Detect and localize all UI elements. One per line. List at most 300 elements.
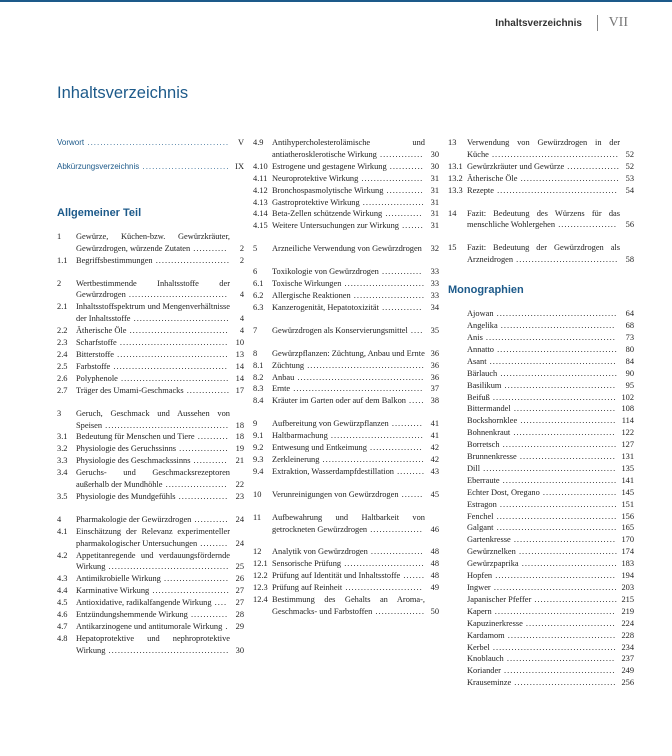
entry-title	[253, 582, 439, 594]
entry-page: 224	[621, 618, 634, 628]
entry-page: 37	[430, 384, 439, 394]
entry-page: IX	[235, 161, 244, 171]
entry-title-text: Gewürzpaprika	[467, 559, 519, 569]
dot-leader: .......................................	[493, 511, 618, 521]
entry-page: 36	[430, 348, 439, 358]
toc-entry[interactable]	[253, 325, 439, 337]
front-matter-entry[interactable]	[57, 161, 244, 173]
dot-leader: ......................................	[496, 499, 618, 509]
entry-title-text: Kräuter im Garten oder auf dem Balkon	[272, 396, 406, 406]
entry-title-text: Kapern	[467, 606, 492, 616]
entry-page: 48	[430, 559, 439, 569]
dot-leader: .................................	[319, 454, 425, 464]
entry-title	[448, 173, 634, 185]
entry-title	[448, 242, 634, 266]
entry-number: 3.1	[57, 432, 68, 442]
entry-page: 31	[430, 185, 439, 195]
dot-leader: .......	[398, 221, 424, 231]
entry-number: 4.12	[253, 185, 268, 195]
toc-entry[interactable]	[57, 301, 244, 325]
toc-list-col3	[448, 137, 634, 266]
dot-leader: ..........................................	[290, 384, 424, 394]
dot-leader: .................................	[510, 428, 616, 438]
entry-title	[253, 185, 439, 197]
toc-entry[interactable]	[57, 621, 244, 633]
dot-leader: ....	[211, 598, 228, 608]
entry-title	[448, 618, 634, 630]
entry-title	[253, 430, 439, 442]
entry-title	[57, 301, 244, 325]
entry-title	[57, 255, 244, 267]
entry-title-text: Fazit: Bedeutung des Würzens für das menschliche Wohlergehen	[467, 208, 620, 230]
toc-entry[interactable]	[253, 454, 439, 466]
entry-number: 2.1	[57, 302, 68, 312]
entry-title	[253, 395, 439, 407]
entry-page: 32	[430, 244, 439, 254]
dot-leader: .................................	[513, 255, 619, 265]
toc-entry[interactable]	[253, 466, 439, 478]
entry-number: 9.1	[253, 431, 264, 441]
toc-entry[interactable]	[253, 278, 439, 290]
entry-number: 10	[253, 489, 262, 499]
entry-page: 35	[430, 325, 439, 335]
dot-leader: ...............................	[518, 559, 618, 569]
dot-leader: ...........................................	[480, 463, 617, 473]
entry-gap	[448, 231, 634, 242]
entry-number: 14	[448, 208, 457, 218]
entry-number: 11	[253, 512, 262, 522]
toc-entry[interactable]	[253, 383, 439, 395]
toc-entry[interactable]	[253, 208, 439, 220]
entry-page: 14	[235, 373, 244, 383]
dot-leader: .................................	[510, 535, 616, 545]
entry-number: 6.3	[253, 302, 264, 312]
entry-title-text: Galgant	[467, 523, 494, 533]
dot-leader: ......................................	[497, 368, 618, 378]
entry-gap	[253, 255, 439, 266]
toc-entry[interactable]	[253, 489, 439, 501]
dot-leader: .....................................	[110, 361, 228, 371]
entry-number: 4.1	[57, 526, 68, 536]
monograph-entry[interactable]	[448, 344, 634, 356]
entry-title-text: Fazit: Bedeutung der Gewürzdrogen als Arzneidrogen	[467, 243, 620, 265]
entry-title-text: Antihypercholesterolämische und antiatherosklerotische Wirkung	[272, 138, 425, 159]
entry-page: 4	[239, 326, 244, 336]
entry-page: 42	[430, 454, 439, 464]
entry-title	[448, 332, 634, 344]
toc-entry[interactable]	[57, 443, 244, 455]
toc-entry[interactable]	[57, 455, 244, 467]
entry-number: 13	[448, 138, 457, 147]
monograph-entry[interactable]	[448, 630, 634, 642]
dot-leader: .................	[367, 524, 423, 534]
monograph-entry[interactable]	[448, 665, 634, 677]
toc-entry[interactable]	[57, 585, 244, 597]
toc-entry[interactable]	[448, 173, 634, 185]
toc-entry[interactable]	[253, 302, 439, 314]
entry-page: 36	[430, 360, 439, 370]
dot-leader: ..........	[388, 419, 423, 429]
entry-page: 228	[621, 630, 634, 640]
entry-number: 8.2	[253, 372, 264, 382]
front-matter-list	[57, 137, 244, 173]
dot-leader: .........................	[149, 586, 230, 596]
entry-number: 3.5	[57, 491, 68, 501]
entry-page: 33	[430, 290, 439, 300]
monograph-entry[interactable]	[448, 380, 634, 392]
entry-title-text: Abkürzungsverzeichnis	[57, 161, 140, 171]
toc-entry[interactable]	[57, 349, 244, 361]
entry-page: 31	[430, 221, 439, 231]
entry-page: 194	[621, 571, 634, 581]
toc-entry[interactable]	[57, 573, 244, 585]
entry-title-text: Gewürznelken	[467, 547, 516, 557]
entry-title	[448, 161, 634, 173]
toc-entry[interactable]	[253, 266, 439, 278]
toc-entry[interactable]	[57, 597, 244, 609]
toc-entry[interactable]	[57, 361, 244, 373]
dot-leader: ........................	[152, 255, 230, 265]
entry-page: 30	[430, 161, 439, 171]
entry-page: 29	[235, 622, 244, 631]
toc-entry[interactable]	[253, 442, 439, 454]
toc-entry[interactable]	[448, 161, 634, 173]
entry-title-text: Verunreinigungen von Gewürzdrogen	[272, 489, 399, 499]
toc-entry[interactable]	[57, 385, 244, 397]
toc-entry[interactable]	[57, 278, 244, 302]
entry-number: 2.7	[57, 385, 68, 395]
entry-title-text: Rezepte	[467, 185, 494, 195]
toc-entry[interactable]	[57, 609, 244, 621]
entry-number: 12.1	[253, 559, 268, 569]
monograph-entry[interactable]	[448, 415, 634, 427]
entry-title	[57, 633, 244, 657]
dot-leader: .................	[366, 443, 423, 453]
entry-title	[57, 161, 244, 173]
dot-leader: ....................................	[501, 380, 616, 390]
entry-page: V	[237, 138, 244, 147]
entry-title-text: Bärlauch	[467, 368, 498, 378]
entry-page: 43	[430, 466, 439, 476]
entry-page: 17	[235, 385, 244, 395]
toc-entry[interactable]	[57, 408, 244, 432]
toc-entry[interactable]	[253, 197, 439, 209]
entry-page: 141	[621, 475, 634, 485]
entry-number: 4.6	[57, 610, 68, 620]
section-heading-monographien: Monographien	[448, 284, 524, 297]
toc-entry[interactable]	[57, 514, 244, 526]
entry-number: 6	[253, 267, 258, 277]
dot-leader: ................	[176, 444, 229, 454]
toc-entry[interactable]	[253, 243, 439, 255]
entry-number: 2.5	[57, 361, 68, 371]
entry-title-text: Physiologie des Mundgefühls	[76, 491, 176, 501]
dot-leader: ................................	[126, 326, 229, 336]
entry-title	[57, 385, 244, 397]
toc-entry[interactable]	[253, 372, 439, 384]
entry-page: 68	[625, 321, 634, 331]
toc-entry[interactable]	[253, 137, 439, 161]
monograph-entry[interactable]	[448, 511, 634, 523]
entry-page: 170	[621, 535, 634, 545]
entry-title-text: Geruch, Geschmack und Aussehen von Speisen	[76, 408, 230, 430]
dot-leader: .............	[378, 302, 423, 312]
toc-entry[interactable]	[448, 185, 634, 197]
toc-entry[interactable]	[57, 255, 244, 267]
monograph-entry[interactable]	[448, 451, 634, 463]
toc-column-3	[448, 137, 634, 689]
dot-leader: ....................................	[500, 666, 616, 676]
entry-title-text: Kapuzinerkresse	[467, 618, 523, 628]
entry-page: 18	[235, 420, 244, 430]
entry-title-text: Annatto	[467, 344, 494, 354]
toc-column-2	[253, 137, 439, 618]
entry-number: 3.4	[57, 468, 68, 478]
entry-title	[253, 466, 439, 478]
entry-title	[253, 372, 439, 384]
entry-title-text: Knoblauch	[467, 654, 504, 664]
monograph-entry[interactable]	[448, 439, 634, 451]
entry-title-text: Estragon	[467, 499, 497, 509]
entry-page: 4	[239, 290, 244, 300]
monograph-entry[interactable]	[448, 582, 634, 594]
entry-number: 9	[253, 419, 258, 429]
dot-leader: ..............	[183, 385, 231, 395]
dot-leader: .......................................	[492, 571, 616, 581]
dot-leader: ............	[382, 209, 423, 219]
entry-number: 9.3	[253, 454, 264, 464]
entry-title-text: Bestimmung des Gehalts an Aroma-, Geschmacks- und Farbstoffen	[272, 595, 425, 616]
dot-leader: ................	[372, 607, 425, 616]
entry-page: 151	[621, 499, 634, 509]
dot-leader: .............................	[522, 618, 616, 628]
dot-leader: ...................................	[504, 630, 617, 640]
entry-number: 8.3	[253, 384, 264, 394]
dot-leader: .........	[393, 466, 425, 476]
toc-entry[interactable]	[57, 231, 244, 255]
dot-leader: ........................................	[489, 392, 617, 402]
entry-gap	[448, 197, 634, 208]
toc-entry[interactable]	[57, 431, 244, 443]
toc-entry[interactable]	[448, 242, 634, 266]
toc-entry[interactable]	[448, 137, 634, 161]
entry-page: 41	[430, 419, 439, 429]
toc-list-col2	[253, 137, 439, 618]
entry-page: 102	[621, 392, 634, 402]
entry-title	[253, 570, 439, 582]
entry-number: 3.2	[57, 444, 68, 454]
toc-entry[interactable]	[253, 395, 439, 407]
monograph-entry[interactable]	[448, 487, 634, 499]
entry-title	[253, 325, 439, 337]
entry-title-text: Gewürzpflanzen: Züchtung, Anbau und Ernte	[272, 348, 425, 358]
entry-title-text: Ajowan	[467, 309, 494, 319]
dot-leader: ..............	[376, 149, 424, 159]
entry-title	[57, 491, 244, 503]
entry-number: 7	[253, 325, 258, 335]
toc-entry[interactable]	[57, 373, 244, 385]
dot-leader: .....................	[160, 574, 229, 584]
toc-entry[interactable]	[57, 491, 244, 503]
dot-leader: .........................................	[486, 356, 617, 366]
monograph-entry[interactable]	[448, 332, 634, 344]
entry-title	[253, 558, 439, 570]
toc-entry[interactable]	[253, 570, 439, 582]
monograph-entry[interactable]	[448, 606, 634, 618]
monograph-entry[interactable]	[448, 368, 634, 380]
monograph-entry[interactable]	[448, 618, 634, 630]
entry-number: 6.2	[253, 290, 264, 300]
monograph-entry[interactable]	[448, 546, 634, 558]
monograph-entry[interactable]	[448, 320, 634, 332]
entry-title	[448, 677, 634, 689]
monograph-entry[interactable]	[448, 653, 634, 665]
entry-title-text: Fenchel	[467, 511, 494, 521]
entry-title	[253, 454, 439, 466]
monograph-entry[interactable]	[448, 594, 634, 606]
entry-title-text: Gastroprotektive Wirkung	[272, 197, 360, 207]
front-matter-entry[interactable]	[57, 137, 244, 149]
dot-leader: .......................	[350, 290, 425, 300]
entry-number: 8.1	[253, 360, 264, 370]
entry-number: 4	[57, 514, 62, 524]
entry-number: 2.3	[57, 338, 68, 348]
entry-title	[448, 392, 634, 404]
toc-entry[interactable]	[253, 558, 439, 570]
monograph-entry[interactable]	[448, 570, 634, 582]
entry-page: 13	[235, 349, 244, 359]
entry-title-text: Ernte	[272, 384, 291, 394]
toc-entry[interactable]	[253, 360, 439, 372]
monograph-entry[interactable]	[448, 499, 634, 511]
entry-title	[253, 489, 439, 501]
toc-entry[interactable]	[253, 512, 439, 536]
monograph-entry[interactable]	[448, 558, 634, 570]
dot-leader: .............	[378, 267, 423, 277]
entry-title	[57, 349, 244, 361]
entry-title	[253, 546, 439, 558]
dot-leader: .....................................	[499, 440, 618, 450]
entry-page: 10	[235, 338, 244, 348]
toc-entry[interactable]	[253, 546, 439, 558]
entry-title	[448, 475, 634, 487]
entry-page: 249	[621, 666, 634, 676]
entry-page: 25	[235, 562, 244, 572]
monograph-entry[interactable]	[448, 534, 634, 546]
toc-entry[interactable]	[253, 594, 439, 618]
dot-leader: ...............................	[130, 314, 230, 324]
dot-leader: ...........	[386, 161, 424, 171]
toc-entry[interactable]	[253, 348, 439, 360]
entry-title-text: Bedeutung für Menschen und Tiere	[76, 432, 195, 442]
entry-title	[448, 487, 634, 499]
entry-page: 27	[235, 598, 244, 608]
toc-entry[interactable]	[253, 430, 439, 442]
entry-title-text: Bittermandel	[467, 404, 511, 414]
entry-page: 42	[430, 443, 439, 453]
entry-title	[57, 443, 244, 455]
entry-title-text: Japanischer Pfeffer	[467, 594, 532, 604]
entry-title	[57, 278, 244, 302]
monograph-entry[interactable]	[448, 427, 634, 439]
entry-title-text: Entzündungshemmende Wirkung	[76, 610, 188, 620]
entry-title-text: Eberraute	[467, 475, 500, 485]
entry-number: 4.14	[253, 209, 268, 219]
entry-title	[448, 368, 634, 380]
toc-entry[interactable]	[253, 220, 439, 232]
toc-entry[interactable]	[253, 185, 439, 197]
dot-leader: ......................................	[304, 360, 425, 370]
toc-entry[interactable]	[253, 161, 439, 173]
entry-gap	[57, 267, 244, 278]
entry-title	[448, 511, 634, 523]
dot-leader: .......	[400, 571, 425, 581]
page-title: Inhaltsverzeichnis	[57, 84, 189, 102]
entry-title-text: Beta-Zellen schützende Wirkung	[272, 209, 383, 219]
dot-leader: .........................	[342, 583, 423, 593]
entry-number: 4.11	[253, 173, 268, 183]
entry-title-text: Bronchospasmolytische Wirkung	[272, 185, 384, 195]
toc-column-1	[57, 137, 244, 657]
dot-leader: ...................................	[503, 654, 616, 664]
dot-leader: ....................................	[114, 349, 229, 359]
entry-page: 131	[621, 452, 634, 462]
toc-entry[interactable]	[57, 633, 244, 657]
toc-entry[interactable]	[253, 418, 439, 430]
toc-entry[interactable]	[253, 582, 439, 594]
entry-number: 2.6	[57, 373, 68, 383]
entry-title-text: Polyphenole	[76, 373, 118, 383]
monograph-entry[interactable]	[448, 403, 634, 415]
dot-leader: .......................................	[493, 344, 618, 354]
toc-entry[interactable]	[57, 325, 244, 337]
monograph-entry[interactable]	[448, 392, 634, 404]
entry-title-text: Wertbestimmende Inhaltsstoffe der Gewürzdrogen	[76, 278, 230, 300]
entry-title-text: Koriander	[467, 666, 501, 676]
entry-number: 6.1	[253, 279, 264, 289]
entry-page: 234	[621, 642, 634, 652]
entry-page: 2	[239, 255, 244, 265]
monograph-entry[interactable]	[448, 463, 634, 475]
toc-entry[interactable]	[448, 208, 634, 232]
toc-entry[interactable]	[57, 337, 244, 349]
monograph-entry[interactable]	[448, 642, 634, 654]
dot-leader: .......	[398, 489, 424, 499]
monograph-entry[interactable]	[448, 356, 634, 368]
monograph-entry[interactable]	[448, 522, 634, 534]
monograph-entry[interactable]	[448, 475, 634, 487]
entry-gap	[253, 501, 439, 512]
entry-title	[448, 630, 634, 642]
entry-title-text: Prüfung auf Identität und Inhaltsstoffe	[272, 571, 401, 581]
toc-entry[interactable]	[57, 550, 244, 574]
toc-entry[interactable]	[57, 526, 244, 550]
toc-entry[interactable]	[253, 173, 439, 185]
toc-entry[interactable]	[253, 290, 439, 302]
dot-leader: .......................................	[105, 645, 230, 655]
entry-gap	[57, 503, 244, 514]
entry-title	[253, 266, 439, 278]
entry-title	[57, 455, 244, 467]
dot-leader: ..........................	[341, 279, 425, 289]
entry-page: 38	[430, 396, 439, 406]
toc-entry[interactable]	[57, 467, 244, 491]
entry-title	[57, 325, 244, 337]
entry-title-text: Pharmakologie der Gewürzdrogen	[76, 514, 192, 524]
monograph-entry[interactable]	[448, 308, 634, 320]
dot-leader: ............	[383, 185, 424, 195]
monograph-entry[interactable]	[448, 677, 634, 689]
